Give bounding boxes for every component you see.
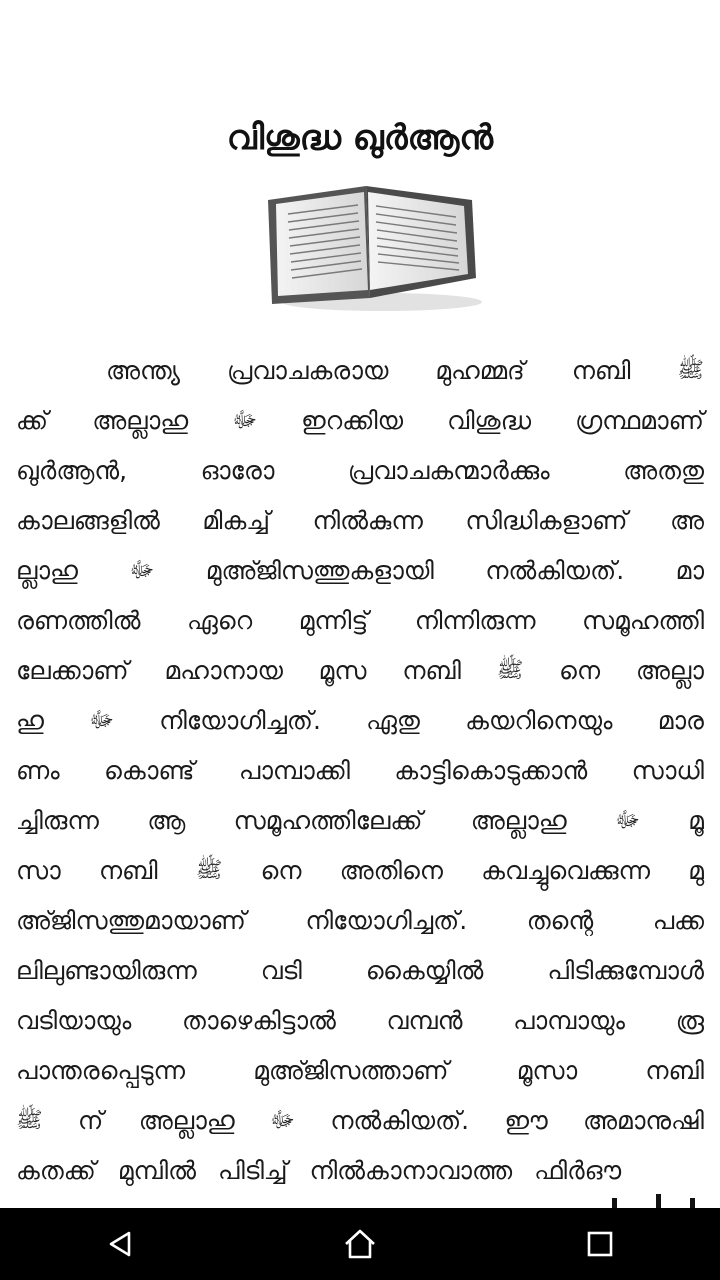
honorific-calligraphy-icon: ﷺ	[16, 1108, 43, 1133]
text-line	[16, 1146, 704, 1196]
word: നബി	[402, 656, 461, 685]
honorific-calligraphy-icon: ﷻ	[89, 708, 114, 733]
text-line	[16, 396, 704, 446]
honorific-calligraphy-icon: ﷺ	[496, 658, 524, 683]
word: രൂ	[675, 1006, 704, 1035]
next-line-partial	[590, 1194, 710, 1208]
word: അതിനെ	[339, 856, 443, 885]
word: പാമ്പാക്കി	[238, 756, 350, 785]
word: നിന്നിരുന്ന	[414, 606, 536, 635]
word: ഗ്രന്ഥമാണ്	[575, 406, 704, 435]
word: നബി	[645, 1056, 704, 1085]
word: രണത്തിൽ	[16, 606, 141, 635]
word: മുന്നിട്ട്	[298, 606, 369, 635]
text-line	[16, 1096, 704, 1146]
word: ന്	[77, 1106, 104, 1135]
word: കൊണ്ട്	[104, 756, 195, 785]
word: പാന്തരപ്പെടുന്ന	[16, 1056, 186, 1085]
word: മുഹമ്മദ്	[435, 356, 525, 385]
word: നെ	[260, 856, 302, 885]
word: നിൽകുന്ന	[312, 506, 423, 535]
word: സാ	[16, 856, 61, 885]
back-button[interactable]	[80, 1208, 160, 1280]
word: നിൽകാനാവാത്ത	[309, 1156, 513, 1185]
back-triangle-icon	[105, 1229, 135, 1259]
word: വമ്പൻ	[386, 1006, 463, 1035]
word: ഹു	[16, 706, 44, 735]
word: നൽകിയത്.	[485, 556, 625, 585]
word: നബി	[571, 356, 631, 385]
text-line	[16, 646, 704, 696]
word: അല്ലാ	[635, 656, 704, 685]
text-line	[16, 896, 704, 946]
word: മുഅ്ജിസത്താണ്	[253, 1056, 449, 1085]
word: പിടിച്ച്	[217, 1156, 288, 1185]
recents-square-icon	[586, 1230, 614, 1258]
word: ലിലുണ്ടായിരുന്ന	[16, 956, 197, 985]
word: ച്ചിരുന്ന	[16, 806, 99, 835]
open-book-illustration	[262, 180, 484, 314]
word: അല്ലാഹു	[92, 406, 189, 435]
text-line	[16, 796, 704, 846]
text-line	[16, 996, 704, 1046]
word: അന്ത്യ	[106, 356, 181, 385]
word: കാലങ്ങളിൽ	[16, 506, 160, 535]
word: പക്ക	[652, 906, 704, 935]
word: ക്ക്	[16, 406, 49, 435]
word: കൈയ്യിൽ	[365, 956, 484, 985]
word: മു	[688, 856, 704, 885]
word: മഹാനായ	[164, 656, 283, 685]
word: അതതു	[623, 456, 704, 485]
word: പിടിക്കുമ്പോൾ	[547, 956, 704, 985]
word: അമാനുഷി	[583, 1106, 704, 1135]
word: മൂ	[688, 806, 704, 835]
word: മൂസാ	[516, 1056, 578, 1085]
text-line	[16, 596, 704, 646]
honorific-calligraphy-icon: ﷻ	[232, 408, 258, 433]
text-line	[16, 446, 704, 496]
word: ഈ	[504, 1106, 548, 1135]
word: ഓരോ	[200, 456, 275, 485]
word: സാധി	[631, 756, 704, 785]
word: പ്രവാചകന്മാർക്കും	[347, 456, 550, 485]
word: നൽകിയത്.	[330, 1106, 470, 1135]
word: മുമ്പിൽ	[117, 1156, 196, 1185]
honorific-calligraphy-icon: ﷻ	[129, 558, 155, 583]
text-line	[16, 496, 704, 546]
word: മുഅ്ജിസത്തുകളായി	[205, 556, 434, 585]
word: നിയോഗിച്ചത്.	[159, 706, 321, 735]
word: ല്ലാഹു	[16, 556, 78, 585]
word: മികച്ച്	[202, 506, 270, 535]
word: അല്ലാഹു	[470, 806, 567, 835]
word: അ്ജിസത്തുമായാണ്	[16, 906, 246, 935]
home-button[interactable]	[320, 1208, 400, 1280]
word: നെ	[559, 656, 601, 685]
recents-button[interactable]	[560, 1208, 640, 1280]
word: നിയോഗിച്ചത്.	[305, 906, 468, 935]
text-line	[16, 346, 704, 396]
honorific-calligraphy-icon: ﷻ	[270, 1108, 295, 1133]
word: കാട്ടികൊടുക്കാൻ	[394, 756, 588, 785]
word: ഖുർആൻ,	[16, 456, 128, 485]
word: ഏറെ	[186, 606, 253, 635]
word: സിദ്ധികളാണ്	[465, 506, 628, 535]
text-line	[16, 946, 704, 996]
text-line	[16, 1046, 704, 1096]
word: മാര	[657, 706, 704, 735]
word: വടിയായും	[16, 1006, 132, 1035]
word: ഇറക്കിയ	[301, 406, 404, 435]
system-nav-bar	[0, 1208, 720, 1280]
word: മാ	[675, 556, 704, 585]
word: കവച്ചുവെക്കുന്ന	[481, 856, 651, 885]
text-line	[16, 696, 704, 746]
word: ഫിർഔ	[534, 1156, 622, 1185]
word: താഴെകിട്ടാൽ	[182, 1006, 336, 1035]
word: അല്ലാഹു	[138, 1106, 235, 1135]
word: തന്റെ	[526, 906, 594, 935]
home-icon	[343, 1228, 377, 1260]
text-line	[16, 746, 704, 796]
word: വിശുദ്ധ	[447, 406, 532, 435]
word: നബി	[98, 856, 158, 885]
word: ഏതു	[366, 706, 420, 735]
honorific-calligraphy-icon: ﷺ	[195, 858, 223, 883]
word: പ്രവാചകരായ	[227, 356, 389, 385]
word: മൂസ	[318, 656, 367, 685]
text-line	[16, 546, 704, 596]
word: പാമ്പായും	[513, 1006, 626, 1035]
word: ണം	[16, 756, 60, 785]
page-title: വിശുദ്ധ ഖുർആൻ	[226, 118, 494, 158]
word: വടി	[260, 956, 302, 985]
word: ആ	[147, 806, 186, 835]
word: കയറിനെയും	[465, 706, 613, 735]
word: സമൂഹത്തിലേക്ക്	[233, 806, 423, 835]
word: സമൂഹത്തി	[582, 606, 704, 635]
honorific-calligraphy-icon: ﷺ	[677, 358, 704, 383]
text-line	[16, 846, 704, 896]
honorific-calligraphy-icon: ﷻ	[615, 808, 640, 833]
article-body	[16, 346, 704, 1196]
word: അ	[669, 506, 704, 535]
word: ലേക്കാണ്	[16, 656, 129, 685]
word: കതക്ക്	[16, 1156, 96, 1185]
